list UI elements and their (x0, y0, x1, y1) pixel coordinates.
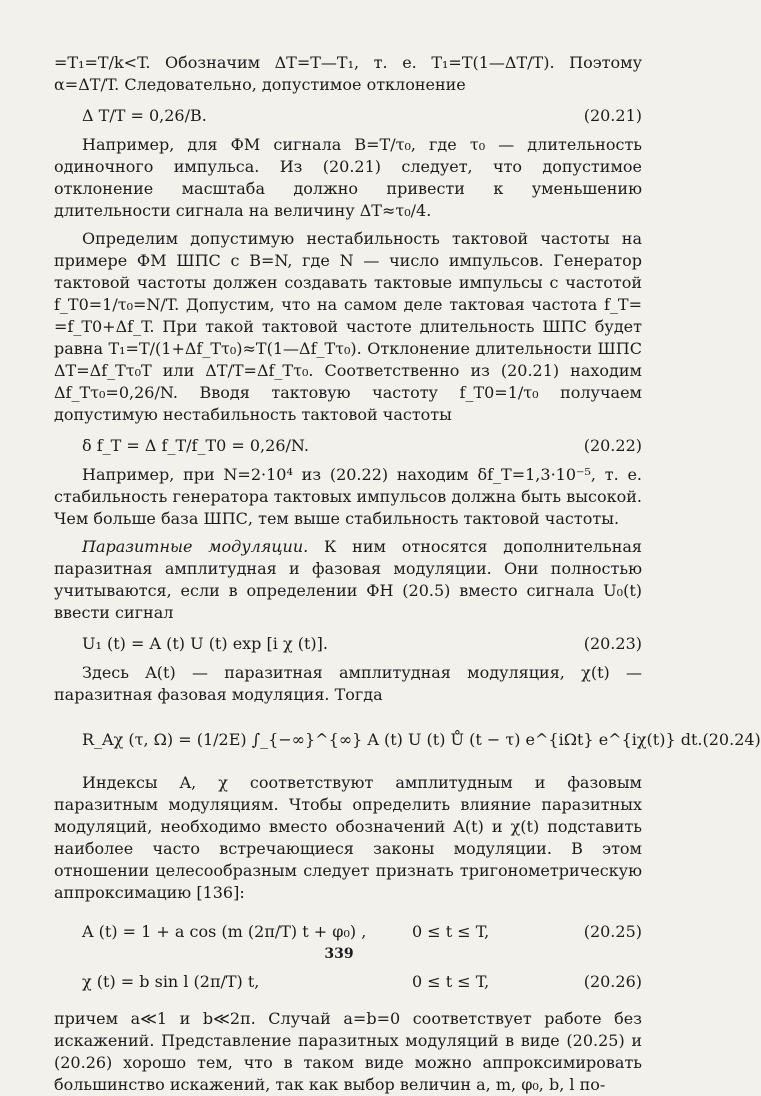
equation-20-21 (54, 100, 642, 130)
paragraph-amplitude-phase: Здесь A(t) — паразитная амплитудная модуляция, χ(t) — паразитная фазовая модуляция. Тогда (54, 663, 642, 704)
equation-formula: U₁ (t) = A (t) U (t) exp [i χ (t)]. (82, 633, 328, 653)
equation-condition: 0 ≤ t ≤ T, (412, 921, 490, 941)
equation-formula: δ f_T = Δ f_T/f_T0 = 0,26/N. (82, 435, 309, 455)
equation-formula: R_Aχ (τ, Ω) = (1/2E) ∫_{−∞}^{∞} A (t) U (t) Ů (t − τ) e^{iΩt} e^{iχ(t)} dt. (82, 729, 703, 749)
paragraph-parasitic-modulation (54, 536, 642, 624)
equation-number: (20.23) (583, 633, 642, 653)
equation-formula: χ (t) = b sin l (2π/T) t, (82, 971, 260, 991)
paragraph-stability-example: Например, при N=2·10⁴ из (20.22) находим δf_T=1,3·10⁻⁵, т. е. стабильность генератора тактовых импульсов должна быть высокой. Чем больше база ШПС, тем выше стабильность тактовой частоты. (54, 465, 642, 528)
equation-number: (20.24) (702, 729, 761, 749)
section-run-in-title: Паразитные модуляции. (82, 537, 309, 556)
paragraph-scale-deviation: =T₁=T/k<T. Обозначим ΔT=T—T₁, т. е. T₁=T(1—ΔT/T). Поэтому α=ΔT/T. Следовательно, допустимое отклонение (54, 53, 642, 94)
equation-20-22 (54, 430, 642, 460)
equation-number: (20.21) (583, 105, 642, 125)
paragraph-clock-instability: Определим допустимую нестабильность тактовой частоты на примере ФМ ШПС с B=N, где N — число импульсов. Генератор тактовой частоты должен создавать тактовые импульсы с частотой f_T0=1/τ₀=N/T. Допустим, что на самом деле тактовая частота f_T= =f_T0+Δf_T. При такой тактовой частоте длительность ШПС будет равна T₁=T/(1+Δf_Tτ₀)≈T(1—Δf_Tτ₀). Отклонение длительности ШПС ΔT=Δf_Tτ₀T или ΔT/T=Δf_Tτ₀. Соответственно из (20.21) находим Δf_Tτ₀=0,26/N. Вводя тактовую частоту f_T0=1/τ₀ получаем допустимую нестабильность тактовой частоты (54, 229, 642, 424)
equation-condition: 0 ≤ t ≤ T, (412, 971, 490, 991)
equation-20-26 (54, 958, 642, 1004)
page-number: 339 (324, 946, 354, 962)
paragraph-indices: Индексы A, χ соответствуют амплитудным и фазовым паразитным модуляциям. Чтобы определить влияние паразитных модуляций, необходимо вместо обозначений A(t) и χ(t) подставить наиболее часто встречающиеся законы модуляции. В этом отношении целесообразным следует признать тригонометрическую аппроксимацию [136]: (54, 773, 642, 902)
paragraph-closing: причем a≪1 и b≪2π. Случай a=b=0 соответствует работе без искажений. Представление паразитных модуляций в виде (20.25) и (20.26) хорошо тем, что в таком виде можно аппроксимировать большинство искажений, так как выбор величин a, m, φ₀, b, l по- (54, 1009, 642, 1094)
equation-number: (20.25) (583, 921, 642, 941)
paragraph-text: К ним относятся дополнительная паразитная амплитудная и фазовая модуляции. Они полностью учитываются, если в определении ФН (20.5) вместо сигнала U₀(t) ввести сигнал (54, 537, 642, 622)
equation-number: (20.22) (583, 435, 642, 455)
equation-number: (20.26) (583, 971, 642, 991)
equation-formula: A (t) = 1 + a cos (m (2π/T) t + φ₀) , (82, 921, 367, 941)
equation-formula: Δ T/T = 0,26/B. (82, 105, 207, 125)
equation-20-23 (54, 628, 642, 658)
equation-20-24 (54, 710, 761, 768)
paragraph-fm-example: Например, для ФМ сигнала B=T/τ₀, где τ₀ — длительность одиночного импульса. Из (20.21) следует, что допустимое отклонение масштаба должно привести к уменьшению длительности сигнала на величину ΔT≈τ₀/4. (54, 135, 642, 220)
